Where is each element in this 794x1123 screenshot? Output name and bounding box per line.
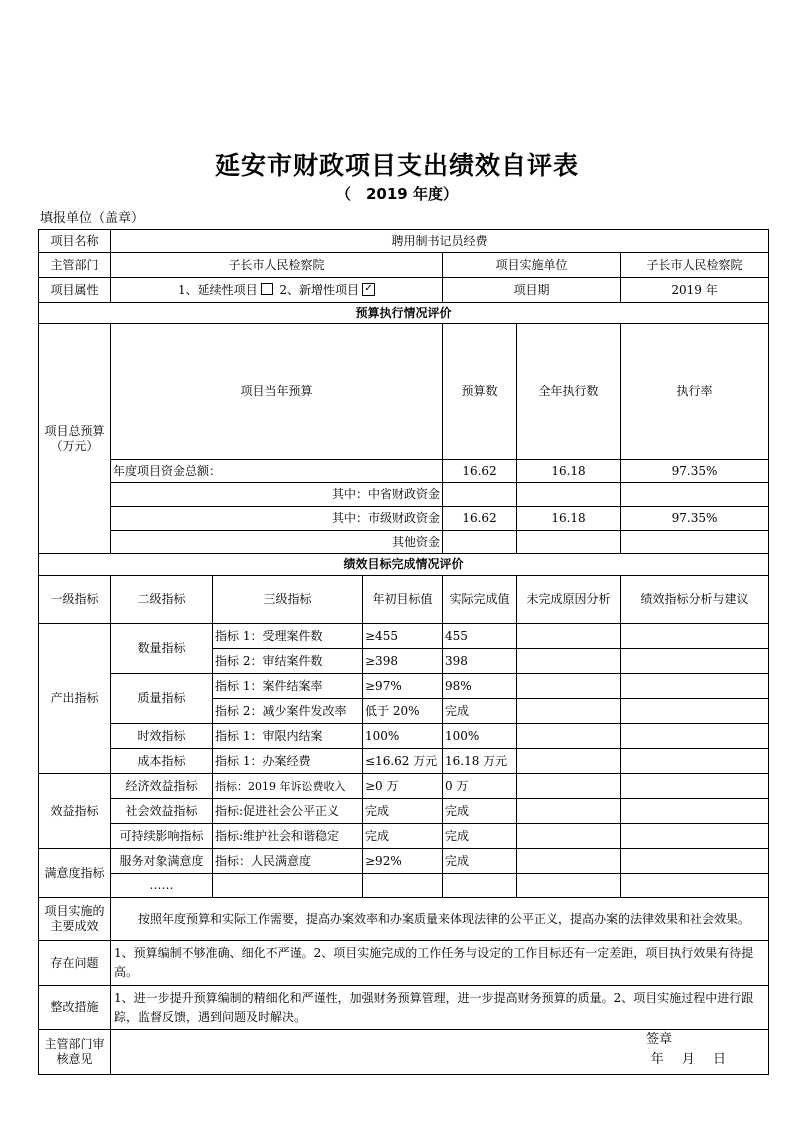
indicator-actual: 完成 [443,699,517,724]
level2-timeliness: 时效指标 [111,724,213,749]
evaluation-table [38,229,769,1075]
indicator-name: 指标：2019 年诉讼费收入 [213,774,363,799]
level2-quantity: 数量指标 [111,624,213,674]
indicator-target: 完成 [363,824,443,849]
budget-row-label: 其中：市级财政资金 [111,507,443,531]
indicator-analysis [621,749,769,774]
indicator-name: 指标:维护社会和谐稳定 [213,824,363,849]
indicator-actual: 398 [443,649,517,674]
table-row [39,624,769,649]
budget-row-label: 年度项目资金总额： [111,460,443,483]
rectify-text: 1、进一步提升预算编制的精细化和严谨性，加强财务预算管理，进一步提高财务预算的质量。2、项目实施过程中进行跟踪，监督反馈，遇到问题及时解决。 [111,986,769,1030]
table-row [39,507,769,531]
table-row [39,724,769,749]
indicator-actual: 98% [443,674,517,699]
indicator-name: 指标 1：办案经费 [213,749,363,774]
indicator-target: ≥0 万 [363,774,443,799]
perf-header: 年初目标值 [363,576,443,624]
budget-cell [443,531,517,554]
checkbox-checked-icon: ✓ [362,283,375,296]
indicator-reason [517,724,621,749]
table-row [39,531,769,554]
indicator-target [363,874,443,898]
rectify-label: 整改措施 [39,986,111,1030]
perf-section-heading: 绩效目标完成情况评价 [39,554,769,576]
budget-cell [621,483,769,507]
indicator-name: 指标 1：受理案件数 [213,624,363,649]
indicator-actual: 16.18 万元 [443,749,517,774]
level1-benefit: 效益指标 [39,774,111,849]
indicator-analysis [621,649,769,674]
project-name-label: 项目名称 [39,230,111,253]
signature-area [111,1030,768,1074]
indicator-analysis [621,724,769,749]
indicator-name: 指标 2：审结案件数 [213,649,363,674]
budget-row-label: 其他资金 [111,531,443,554]
table-row [39,278,769,303]
level2-ellipsis: …… [111,874,213,898]
project-name-value: 聘用制书记员经费 [111,230,769,253]
table-row [39,986,769,1030]
indicator-reason [517,749,621,774]
period-label: 项目期 [443,278,621,303]
date-label: 年 月 日 [650,1052,727,1067]
indicator-actual: 455 [443,624,517,649]
table-row [39,576,769,624]
problems-label: 存在问题 [39,941,111,986]
level2-econ: 经济效益指标 [111,774,213,799]
table-row [39,324,769,460]
checkbox-unchecked-icon [261,283,273,295]
indicator-analysis [621,774,769,799]
indicator-target: 低于 20% [363,699,443,724]
level2-social: 社会效益指标 [111,799,213,824]
table-row [39,554,769,576]
budget-section-heading: 预算执行情况评价 [39,303,769,324]
level1-satisfaction: 满意度指标 [39,849,111,898]
table-row [39,1030,769,1075]
table-row [39,303,769,324]
budget-cell [517,483,621,507]
budget-cell [517,531,621,554]
table-row [39,774,769,799]
impl-unit-value: 子长市人民检察院 [621,253,769,278]
perf-header: 一级指标 [39,576,111,624]
indicator-target: ≥92% [363,849,443,874]
indicator-actual: 0 万 [443,774,517,799]
perf-header: 实际完成值 [443,576,517,624]
budget-header: 预算数 [443,324,517,460]
budget-header: 全年执行数 [517,324,621,460]
results-text: 按照年度预算和实际工作需要，提高办案效率和办案质量来体现法律的公平正义，提高办案的法律效果和社会效果。 [111,898,769,941]
budget-row-label: 其中：中省财政资金 [111,483,443,507]
indicator-actual [443,874,517,898]
perf-header: 二级指标 [111,576,213,624]
budget-cell: 16.62 [443,460,517,483]
budget-cell [621,531,769,554]
indicator-target: ≥398 [363,649,443,674]
table-row [39,849,769,874]
budget-header: 项目当年预算 [111,324,443,460]
indicator-actual: 完成 [443,849,517,874]
filler-unit-label: 填报单位（盖章） [40,211,145,226]
indicator-actual: 完成 [443,799,517,824]
budget-header: 执行率 [621,324,769,460]
table-row [39,253,769,278]
indicator-reason [517,824,621,849]
period-value: 2019 年 [621,278,769,303]
indicator-name: 指标 2：减少案件发改率 [213,699,363,724]
budget-cell: 16.62 [443,507,517,531]
indicator-reason [517,699,621,724]
level2-service: 服务对象满意度 [111,849,213,874]
review-cell [111,1030,769,1075]
indicator-target: 100% [363,724,443,749]
indicator-target: ≥455 [363,624,443,649]
indicator-analysis [621,674,769,699]
budget-total-label: 项目总预算（万元） [39,324,111,554]
budget-cell: 97.35% [621,460,769,483]
table-row [39,941,769,986]
table-row [39,824,769,849]
indicator-name [213,874,363,898]
page-title: 延安市财政项目支出绩效自评表 [214,151,579,180]
table-row [39,874,769,898]
indicator-reason [517,874,621,898]
table-row [39,799,769,824]
dept-label: 主管部门 [39,253,111,278]
table-row [39,674,769,699]
table-row [39,230,769,253]
table-row [39,483,769,507]
indicator-reason [517,674,621,699]
level2-quality: 质量指标 [111,674,213,724]
indicator-analysis [621,874,769,898]
indicator-name: 指标:促进社会公平正义 [213,799,363,824]
indicator-analysis [621,799,769,824]
level1-output: 产出指标 [39,624,111,774]
attr-label: 项目属性 [39,278,111,303]
table-row [39,460,769,483]
dept-value: 子长市人民检察院 [111,253,443,278]
indicator-reason [517,649,621,674]
impl-unit-label: 项目实施单位 [443,253,621,278]
perf-header: 绩效指标分析与建议 [621,576,769,624]
indicator-target: ≤16.62 万元 [363,749,443,774]
fiscal-year: （ 2019 年度） [336,185,458,203]
seal-label: 签章 [646,1032,673,1047]
results-label: 项目实施的主要成效 [39,898,111,941]
indicator-analysis [621,824,769,849]
attr-option-continuing: 1、延续性项目 [177,282,258,297]
indicator-analysis [621,849,769,874]
level2-sustain: 可持续影响指标 [111,824,213,849]
table-row [39,749,769,774]
indicator-name: 指标 1：案件结案率 [213,674,363,699]
indicator-actual: 100% [443,724,517,749]
review-label: 主管部门审核意见 [39,1030,111,1075]
perf-header: 未完成原因分析 [517,576,621,624]
indicator-name: 指标：人民满意度 [213,849,363,874]
indicator-reason [517,849,621,874]
budget-cell: 16.18 [517,507,621,531]
problems-text: 1、预算编制不够准确、细化不严谨。2、项目实施完成的工作任务与设定的工作目标还有一定差距，项目执行效果有待提高。 [111,941,769,986]
indicator-reason [517,799,621,824]
budget-cell: 16.18 [517,460,621,483]
budget-cell: 97.35% [621,507,769,531]
indicator-analysis [621,699,769,724]
attr-options [111,278,443,303]
indicator-actual: 完成 [443,824,517,849]
indicator-target: 完成 [363,799,443,824]
attr-option-new: 2、新增性项目 [279,282,360,297]
indicator-name: 指标 1：审限内结案 [213,724,363,749]
indicator-reason [517,624,621,649]
indicator-reason [517,774,621,799]
level2-cost: 成本指标 [111,749,213,774]
perf-header: 三级指标 [213,576,363,624]
table-row [39,898,769,941]
indicator-analysis [621,624,769,649]
indicator-target: ≥97% [363,674,443,699]
budget-cell [443,483,517,507]
